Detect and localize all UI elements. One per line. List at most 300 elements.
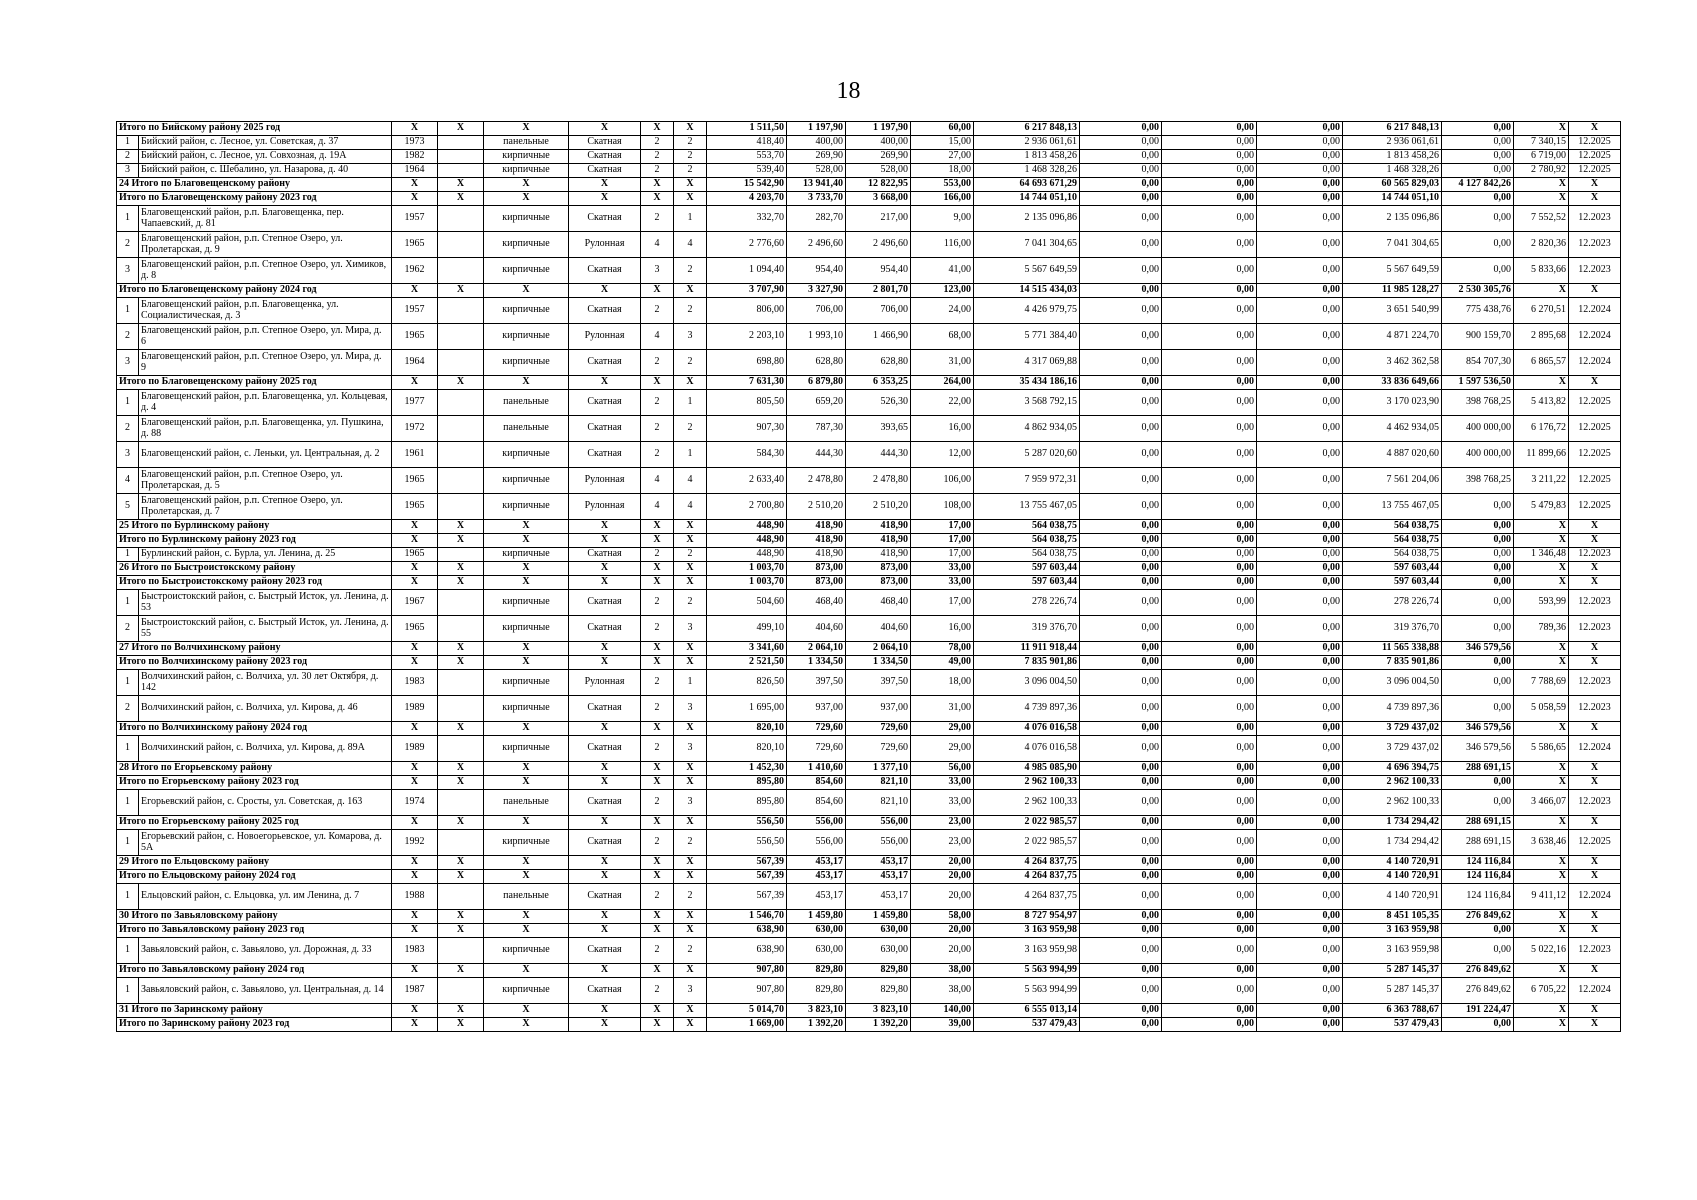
cell-col-20: X (1569, 1018, 1621, 1032)
cell-col-6: Рулонная (569, 232, 641, 258)
cell-col-18: 0,00 (1442, 1018, 1514, 1032)
cell-col-18: 400 000,00 (1442, 442, 1514, 468)
cell-col-4: X (438, 856, 484, 870)
cell-col-7: X (641, 520, 674, 534)
cell-col-11: 397,50 (846, 670, 911, 696)
cell-col-18: 0,00 (1442, 696, 1514, 722)
cell-col-19: 5 058,59 (1514, 696, 1569, 722)
cell-col-12: 12,00 (911, 442, 974, 468)
cell-col-12: 31,00 (911, 350, 974, 376)
row-label: Итого по Заринскому району 2023 год (117, 1018, 392, 1032)
cell-col-20: 12.2024 (1569, 350, 1621, 376)
row-number: 1 (117, 390, 139, 416)
cell-col-11: 873,00 (846, 576, 911, 590)
cell-col-12: 16,00 (911, 416, 974, 442)
cell-col-11: 829,80 (846, 964, 911, 978)
cell-col-10: 873,00 (787, 576, 846, 590)
cell-col-11: 2 510,20 (846, 494, 911, 520)
cell-col-4 (438, 696, 484, 722)
cell-col-8: X (674, 1018, 707, 1032)
cell-col-8: 1 (674, 442, 707, 468)
house-row (117, 232, 1621, 258)
cell-col-12: 38,00 (911, 978, 974, 1004)
cell-col-16: 0,00 (1257, 324, 1343, 350)
cell-col-16: 0,00 (1257, 562, 1343, 576)
cell-col-11: 3 668,00 (846, 192, 911, 206)
cell-col-7: 2 (641, 830, 674, 856)
cell-col-9: 805,50 (707, 390, 787, 416)
cell-col-6: Скатная (569, 736, 641, 762)
cell-col-9: 895,80 (707, 776, 787, 790)
cell-col-15: 0,00 (1162, 136, 1257, 150)
cell-col-18: 775 438,76 (1442, 298, 1514, 324)
cell-col-18: 124 116,84 (1442, 856, 1514, 870)
cell-col-11: 821,10 (846, 790, 911, 816)
cell-col-8: 2 (674, 416, 707, 442)
cell-col-9: 504,60 (707, 590, 787, 616)
cell-col-12: 33,00 (911, 776, 974, 790)
cell-col-10: 628,80 (787, 350, 846, 376)
row-number: 2 (117, 232, 139, 258)
cell-col-15: 0,00 (1162, 548, 1257, 562)
cell-col-13: 11 911 918,44 (974, 642, 1080, 656)
cell-col-15: 0,00 (1162, 656, 1257, 670)
cell-col-12: 16,00 (911, 616, 974, 642)
cell-col-8: 3 (674, 616, 707, 642)
cell-col-4 (438, 468, 484, 494)
address: Бийский район, с. Шебалино, ул. Назарова, д. 40 (139, 164, 392, 178)
cell-col-11: 937,00 (846, 696, 911, 722)
cell-col-6: Рулонная (569, 468, 641, 494)
cell-col-4 (438, 350, 484, 376)
year-total-row (117, 122, 1621, 136)
cell-col-4 (438, 494, 484, 520)
cell-col-20: X (1569, 192, 1621, 206)
address: Егорьевский район, с. Сросты, ул. Советская, д. 163 (139, 790, 392, 816)
cell-col-15: 0,00 (1162, 924, 1257, 938)
cell-col-19: 789,36 (1514, 616, 1569, 642)
cell-col-12: 106,00 (911, 468, 974, 494)
cell-col-7: 2 (641, 416, 674, 442)
cell-col-17: 4 871 224,70 (1343, 324, 1442, 350)
cell-col-4: X (438, 722, 484, 736)
cell-col-5: X (484, 856, 569, 870)
district-label: 25 Итого по Бурлинскому району (117, 520, 392, 534)
address: Благовещенский район, с. Леньки, ул. Центральная, д. 2 (139, 442, 392, 468)
cell-col-7: X (641, 910, 674, 924)
cell-col-9: 1 695,00 (707, 696, 787, 722)
cell-col-8: X (674, 656, 707, 670)
cell-col-12: 68,00 (911, 324, 974, 350)
cell-col-6: Скатная (569, 164, 641, 178)
cell-col-4: X (438, 192, 484, 206)
cell-col-15: 0,00 (1162, 964, 1257, 978)
cell-col-14: 0,00 (1080, 178, 1162, 192)
cell-col-4 (438, 164, 484, 178)
cell-col-4: X (438, 642, 484, 656)
row-number: 1 (117, 736, 139, 762)
cell-col-14: 0,00 (1080, 192, 1162, 206)
cell-col-5: кирпичные (484, 494, 569, 520)
cell-col-18: 346 579,56 (1442, 722, 1514, 736)
cell-col-10: 556,00 (787, 830, 846, 856)
cell-col-18: 0,00 (1442, 232, 1514, 258)
cell-col-13: 564 038,75 (974, 520, 1080, 534)
cell-col-7: 2 (641, 884, 674, 910)
cell-col-10: 937,00 (787, 696, 846, 722)
cell-col-8: 2 (674, 830, 707, 856)
district-label: 28 Итого по Егорьевскому району (117, 762, 392, 776)
cell-col-17: 2 135 096,86 (1343, 206, 1442, 232)
cell-col-10: 269,90 (787, 150, 846, 164)
house-row (117, 164, 1621, 178)
cell-col-4 (438, 232, 484, 258)
address: Волчихинский район, с. Волчиха, ул. Кирова, д. 46 (139, 696, 392, 722)
cell-col-17: 3 729 437,02 (1343, 736, 1442, 762)
cell-col-20: 12.2023 (1569, 232, 1621, 258)
cell-col-18: 276 849,62 (1442, 964, 1514, 978)
cell-col-19: 5 586,65 (1514, 736, 1569, 762)
cell-col-8: X (674, 562, 707, 576)
cell-col-10: 13 941,40 (787, 178, 846, 192)
cell-col-17: 3 462 362,58 (1343, 350, 1442, 376)
cell-col-10: 829,80 (787, 978, 846, 1004)
cell-col-6: X (569, 1004, 641, 1018)
cell-col-12: 17,00 (911, 548, 974, 562)
cell-col-7: 2 (641, 978, 674, 1004)
cell-col-17: 60 565 829,03 (1343, 178, 1442, 192)
cell-col-12: 20,00 (911, 924, 974, 938)
cell-col-20: X (1569, 722, 1621, 736)
cell-col-15: 0,00 (1162, 150, 1257, 164)
cell-col-17: 319 376,70 (1343, 616, 1442, 642)
cell-col-14: 0,00 (1080, 964, 1162, 978)
cell-col-9: 448,90 (707, 520, 787, 534)
cell-col-4: X (438, 656, 484, 670)
cell-col-8: X (674, 816, 707, 830)
cell-col-5: кирпичные (484, 938, 569, 964)
cell-col-15: 0,00 (1162, 442, 1257, 468)
address: Быстроистокский район, с. Быстрый Исток, ул. Ленина, д. 53 (139, 590, 392, 616)
cell-col-20: X (1569, 122, 1621, 136)
cell-col-10: 528,00 (787, 164, 846, 178)
cell-col-14: 0,00 (1080, 910, 1162, 924)
cell-col-16: 0,00 (1257, 856, 1343, 870)
cell-col-17: 11 565 338,88 (1343, 642, 1442, 656)
cell-col-14: 0,00 (1080, 416, 1162, 442)
cell-col-5: кирпичные (484, 548, 569, 562)
cell-col-3: 1992 (392, 830, 438, 856)
cell-col-10: 1 197,90 (787, 122, 846, 136)
cell-col-11: 2 064,10 (846, 642, 911, 656)
cell-col-6: Скатная (569, 150, 641, 164)
cell-col-17: 3 729 437,02 (1343, 722, 1442, 736)
cell-col-13: 8 727 954,97 (974, 910, 1080, 924)
cell-col-4 (438, 548, 484, 562)
cell-col-12: 78,00 (911, 642, 974, 656)
cell-col-6: Скатная (569, 616, 641, 642)
cell-col-12: 33,00 (911, 790, 974, 816)
cell-col-4 (438, 416, 484, 442)
cell-col-14: 0,00 (1080, 696, 1162, 722)
cell-col-5: X (484, 1004, 569, 1018)
cell-col-6: Скатная (569, 978, 641, 1004)
cell-col-10: 468,40 (787, 590, 846, 616)
cell-col-20: X (1569, 924, 1621, 938)
cell-col-20: 12.2024 (1569, 978, 1621, 1004)
cell-col-7: 2 (641, 206, 674, 232)
cell-col-11: 418,90 (846, 548, 911, 562)
cell-col-18: 0,00 (1442, 576, 1514, 590)
cell-col-14: 0,00 (1080, 978, 1162, 1004)
cell-col-4: X (438, 1018, 484, 1032)
cell-col-14: 0,00 (1080, 376, 1162, 390)
row-label: Итого по Волчихинскому району 2023 год (117, 656, 392, 670)
cell-col-19: X (1514, 924, 1569, 938)
cell-col-15: 0,00 (1162, 192, 1257, 206)
cell-col-17: 1 813 458,26 (1343, 150, 1442, 164)
cell-col-18: 0,00 (1442, 520, 1514, 534)
cell-col-3: 1965 (392, 324, 438, 350)
cell-col-19: X (1514, 576, 1569, 590)
cell-col-7: X (641, 964, 674, 978)
cell-col-14: 0,00 (1080, 816, 1162, 830)
cell-col-18: 288 691,15 (1442, 830, 1514, 856)
cell-col-15: 0,00 (1162, 856, 1257, 870)
cell-col-19: X (1514, 284, 1569, 298)
cell-col-13: 2 962 100,33 (974, 790, 1080, 816)
cell-col-9: 418,40 (707, 136, 787, 150)
cell-col-17: 2 962 100,33 (1343, 776, 1442, 790)
cell-col-12: 17,00 (911, 590, 974, 616)
district-label: 27 Итого по Волчихинскому району (117, 642, 392, 656)
cell-col-19: X (1514, 856, 1569, 870)
cell-col-19: X (1514, 534, 1569, 548)
cell-col-11: 12 822,95 (846, 178, 911, 192)
cell-col-3: X (392, 642, 438, 656)
cell-col-12: 58,00 (911, 910, 974, 924)
cell-col-17: 597 603,44 (1343, 562, 1442, 576)
cell-col-9: 895,80 (707, 790, 787, 816)
cell-col-4: X (438, 762, 484, 776)
cell-col-8: X (674, 776, 707, 790)
cell-col-12: 20,00 (911, 870, 974, 884)
district-label: 24 Итого по Благовещенскому району (117, 178, 392, 192)
cell-col-16: 0,00 (1257, 656, 1343, 670)
cell-col-13: 3 096 004,50 (974, 670, 1080, 696)
cell-col-19: X (1514, 1018, 1569, 1032)
cell-col-3: 1965 (392, 468, 438, 494)
cell-col-7: X (641, 816, 674, 830)
cell-col-9: 556,50 (707, 816, 787, 830)
cell-col-4: X (438, 376, 484, 390)
cell-col-3: X (392, 856, 438, 870)
cell-col-5: X (484, 816, 569, 830)
cell-col-9: 332,70 (707, 206, 787, 232)
cell-col-3: 1977 (392, 390, 438, 416)
cell-col-18: 0,00 (1442, 924, 1514, 938)
cell-col-8: X (674, 178, 707, 192)
cell-col-5: панельные (484, 416, 569, 442)
cell-col-19: 7 552,52 (1514, 206, 1569, 232)
row-number: 1 (117, 670, 139, 696)
cell-col-4 (438, 616, 484, 642)
row-number: 1 (117, 136, 139, 150)
cell-col-8: 2 (674, 136, 707, 150)
cell-col-3: X (392, 562, 438, 576)
cell-col-9: 1 669,00 (707, 1018, 787, 1032)
row-label: Итого по Бийскому району 2025 год (117, 122, 392, 136)
cell-col-15: 0,00 (1162, 830, 1257, 856)
cell-col-8: 2 (674, 350, 707, 376)
row-number: 3 (117, 442, 139, 468)
cell-col-20: X (1569, 178, 1621, 192)
cell-col-14: 0,00 (1080, 790, 1162, 816)
cell-col-13: 7 959 972,31 (974, 468, 1080, 494)
cell-col-9: 448,90 (707, 534, 787, 548)
cell-col-14: 0,00 (1080, 232, 1162, 258)
cell-col-9: 553,70 (707, 150, 787, 164)
year-total-row (117, 192, 1621, 206)
cell-col-3: X (392, 870, 438, 884)
cell-col-19: 3 638,46 (1514, 830, 1569, 856)
cell-col-9: 2 521,50 (707, 656, 787, 670)
cell-col-3: X (392, 178, 438, 192)
cell-col-13: 2 962 100,33 (974, 776, 1080, 790)
page-number: 18 (836, 78, 861, 104)
cell-col-3: 1957 (392, 298, 438, 324)
cell-col-10: 418,90 (787, 534, 846, 548)
cell-col-9: 907,30 (707, 416, 787, 442)
cell-col-13: 5 563 994,99 (974, 978, 1080, 1004)
cell-col-17: 4 140 720,91 (1343, 856, 1442, 870)
cell-col-12: 20,00 (911, 856, 974, 870)
cell-col-6: X (569, 520, 641, 534)
cell-col-16: 0,00 (1257, 122, 1343, 136)
cell-col-17: 564 038,75 (1343, 534, 1442, 548)
cell-col-6: X (569, 178, 641, 192)
cell-col-14: 0,00 (1080, 776, 1162, 790)
cell-col-14: 0,00 (1080, 258, 1162, 284)
cell-col-16: 0,00 (1257, 468, 1343, 494)
cell-col-8: X (674, 376, 707, 390)
house-row (117, 206, 1621, 232)
cell-col-7: X (641, 776, 674, 790)
row-label: Итого по Волчихинскому району 2024 год (117, 722, 392, 736)
cell-col-3: 1965 (392, 616, 438, 642)
cell-col-12: 18,00 (911, 670, 974, 696)
cell-col-18: 124 116,84 (1442, 870, 1514, 884)
cell-col-8: X (674, 924, 707, 938)
address: Благовещенский район, р.п. Степное Озеро, ул. Мира, д. 9 (139, 350, 392, 376)
cell-col-3: X (392, 910, 438, 924)
cell-col-19: X (1514, 192, 1569, 206)
row-label: Итого по Благовещенскому району 2025 год (117, 376, 392, 390)
cell-col-20: 12.2025 (1569, 150, 1621, 164)
cell-col-12: 29,00 (911, 736, 974, 762)
cell-col-6: Скатная (569, 696, 641, 722)
cell-col-20: 12.2025 (1569, 164, 1621, 178)
cell-col-4 (438, 736, 484, 762)
cell-col-8: 2 (674, 884, 707, 910)
cell-col-4: X (438, 534, 484, 548)
row-label: Итого по Благовещенскому району 2024 год (117, 284, 392, 298)
cell-col-20: 12.2025 (1569, 136, 1621, 150)
cell-col-15: 0,00 (1162, 534, 1257, 548)
cell-col-15: 0,00 (1162, 816, 1257, 830)
cell-col-20: 12.2024 (1569, 736, 1621, 762)
cell-col-9: 567,39 (707, 884, 787, 910)
cell-col-17: 2 962 100,33 (1343, 790, 1442, 816)
cell-col-15: 0,00 (1162, 298, 1257, 324)
cell-col-17: 3 163 959,98 (1343, 938, 1442, 964)
cell-col-12: 56,00 (911, 762, 974, 776)
cell-col-12: 22,00 (911, 390, 974, 416)
cell-col-15: 0,00 (1162, 376, 1257, 390)
cell-col-12: 264,00 (911, 376, 974, 390)
district-total-row (117, 178, 1621, 192)
row-number: 3 (117, 350, 139, 376)
cell-col-11: 1 334,50 (846, 656, 911, 670)
cell-col-18: 191 224,47 (1442, 1004, 1514, 1018)
cell-col-12: 33,00 (911, 562, 974, 576)
cell-col-7: 2 (641, 616, 674, 642)
row-number: 1 (117, 206, 139, 232)
address: Волчихинский район, с. Волчиха, ул. 30 лет Октября, д. 142 (139, 670, 392, 696)
cell-col-6: X (569, 534, 641, 548)
cell-col-15: 0,00 (1162, 284, 1257, 298)
cell-col-20: X (1569, 910, 1621, 924)
cell-col-14: 0,00 (1080, 562, 1162, 576)
address: Бийский район, с. Лесное, ул. Советская, д. 37 (139, 136, 392, 150)
cell-col-12: 123,00 (911, 284, 974, 298)
row-number: 1 (117, 298, 139, 324)
cell-col-14: 0,00 (1080, 762, 1162, 776)
cell-col-8: 2 (674, 298, 707, 324)
cell-col-7: 2 (641, 670, 674, 696)
cell-col-14: 0,00 (1080, 520, 1162, 534)
district-label: 31 Итого по Заринскому району (117, 1004, 392, 1018)
cell-col-10: 1 410,60 (787, 762, 846, 776)
row-label: Итого по Благовещенскому району 2023 год (117, 192, 392, 206)
cell-col-10: 1 334,50 (787, 656, 846, 670)
cell-col-8: 3 (674, 736, 707, 762)
cell-col-18: 0,00 (1442, 938, 1514, 964)
cell-col-8: X (674, 122, 707, 136)
cell-col-6: Скатная (569, 790, 641, 816)
cell-col-3: 1967 (392, 590, 438, 616)
cell-col-7: 2 (641, 548, 674, 562)
cell-col-10: 556,00 (787, 816, 846, 830)
cell-col-20: 12.2025 (1569, 468, 1621, 494)
cell-col-4: X (438, 964, 484, 978)
cell-col-14: 0,00 (1080, 1018, 1162, 1032)
row-number: 2 (117, 324, 139, 350)
cell-col-9: 567,39 (707, 856, 787, 870)
cell-col-19: X (1514, 762, 1569, 776)
cell-col-7: X (641, 534, 674, 548)
cell-col-16: 0,00 (1257, 978, 1343, 1004)
cell-col-8: X (674, 762, 707, 776)
cell-col-19: X (1514, 642, 1569, 656)
cell-col-15: 0,00 (1162, 762, 1257, 776)
cell-col-9: 1 546,70 (707, 910, 787, 924)
address: Благовещенский район, р.п. Степное Озеро, ул. Химиков, д. 8 (139, 258, 392, 284)
address: Бурлинский район, с. Бурла, ул. Ленина, д. 25 (139, 548, 392, 562)
cell-col-18: 0,00 (1442, 122, 1514, 136)
cell-col-17: 3 096 004,50 (1343, 670, 1442, 696)
cell-col-5: кирпичные (484, 298, 569, 324)
